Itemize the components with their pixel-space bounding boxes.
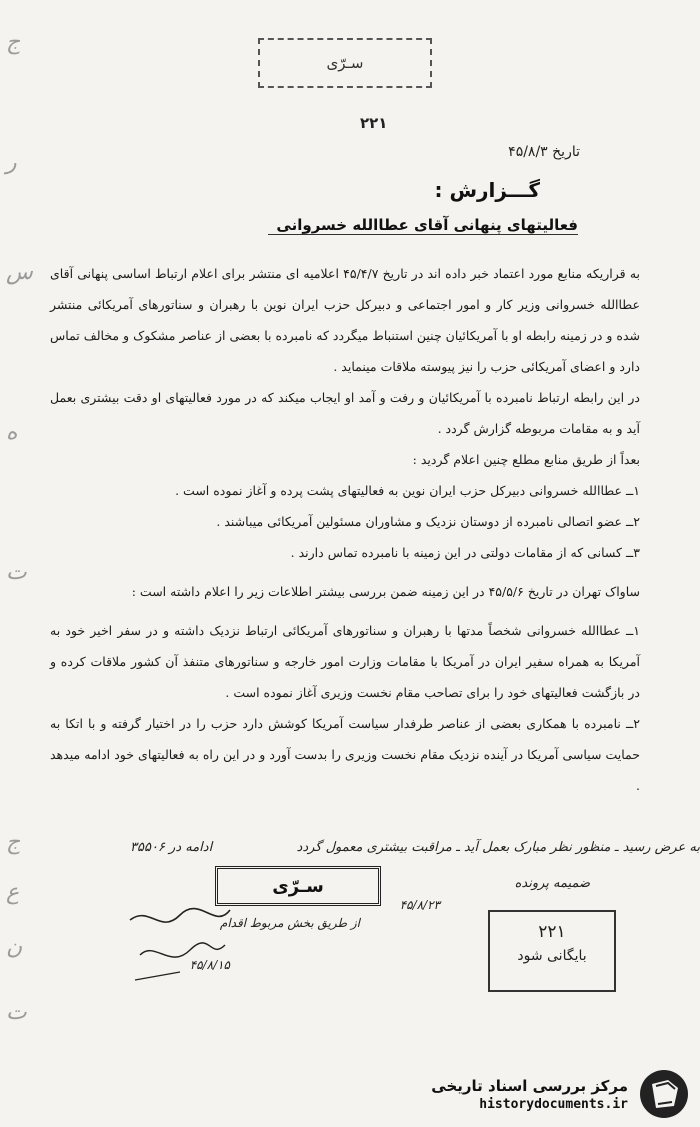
classification-stamp: سـرّی	[215, 866, 381, 906]
handwritten-note: ضمیمه پرونده	[514, 876, 590, 891]
handwritten-note: از طریق بخش مربوط اقدام	[219, 916, 360, 930]
watermark-text	[410, 1077, 628, 1112]
handwritten-date: ۴۵/۸/۲۳	[399, 898, 440, 912]
archive-stamp	[488, 910, 616, 992]
archive-number: ۲۲۱	[538, 922, 566, 942]
paragraph: در این رابطه ارتباط نامبرده با آمریکائیان و رفت و آمد او ایجاب میکند که در مورد فعالیتهای او دقت بیشتری بعمل آید و به مقامات مربوطه گزارش گردد .	[50, 390, 640, 436]
report-body	[50, 258, 640, 801]
report-subject: فعالیتهای پنهانی آقای عطاالله خسروانی	[268, 216, 578, 235]
list-item: ۳ــ کسانی که از مقامات دولتی در این زمینه با نامبرده تماس دارند .	[290, 545, 640, 560]
paragraph: بعداً از طریق منابع مطلع چنین اعلام گردید :	[412, 452, 640, 467]
document-date: تاریخ ۴۵/۸/۳	[508, 144, 580, 160]
paragraph: به قراریکه منابع مورد اعتماد خبر داده اند در تاریخ ۴۵/۴/۷ اعلامیه ای منتشر برای اعلام ارتباط اساسی پنهانی آقای عطاالله خسروانی وزیر کار و امور اجتماعی و دبیرکل حزب ایران نوین با رهبران و سناتورهای آمریکائی منتشر شده و در زمینه رابطه او با آمریکائیان چنین استنباط میگردد که نامبرده با بعضی از عناصر مشکوک و مخالف تماس دارد و اعضای آمریکائی حزب را نیز پیوسته ملاقات مینماید .	[50, 266, 640, 374]
list-item: ۱ــ عطاالله خسروانی دبیرکل حزب ایران نوین به فعالیتهای پشت پرده و آغاز نموده است .	[175, 483, 640, 498]
list-item: ۲ــ نامبرده با همکاری بعضی از عناصر طرفدار سیاست آمریکا کوشش دارد حزب را در اختیار گرفته و با اتکا به حمایت سیاسی آمریکا در آینده نزدیک مقام نخست وزیری را بدست آورد و در این راه به فعالیتهای خود ادامه میدهد .	[50, 716, 640, 793]
signature-scribbles	[120, 900, 240, 990]
watermark-title: مرکز بررسی اسناد تاریخی	[431, 1076, 628, 1095]
handwritten-note: به عرض رسید ـ منظور نظر مبارک بعمل آید ـ مراقبت بیشتری معمول گردد	[296, 840, 700, 855]
watermark-url: historydocuments.ir	[479, 1096, 628, 1112]
list-item: ۱ــ عطاالله خسروانی شخصاً مدتها با رهبران و سناتورهای آمریکائی ارتباط نزدیک داشته و در سفر اخیر خود به آمریکا به همراه سفیر ایران در آمریکا با مقامات وزارت امور خارجه و سناتورهای متنفذ آن کشور ملاقات کرده و در بازگشت فعالیتهای خود را برای تصاحب مقام نخست وزیری آغاز نموده است .	[50, 623, 640, 700]
document-number: ۲۲۱	[360, 114, 388, 132]
report-heading: گـــزارش :	[434, 178, 540, 202]
handwritten-date: ادامه در ۳۵۵۰۶	[130, 840, 213, 855]
watermark	[410, 1068, 690, 1120]
archive-logo-icon	[638, 1068, 690, 1120]
margin-bleed: ج ر س ه ت ج ع ن ت	[6, 30, 33, 1025]
list-item: ۲ــ عضو اتصالی نامبرده از دوستان نزدیک و مشاوران مسئولین آمریکائی میباشند .	[216, 514, 640, 529]
archive-text: بایگانی شود	[517, 948, 587, 964]
paragraph: ساواک تهران در تاریخ ۴۵/۵/۶ در این زمینه ضمن بررسی بیشتر اطلاعات زیر را اعلام داشته است :	[131, 584, 640, 599]
handwritten-date: ۴۵/۸/۱۵	[189, 958, 230, 972]
classification-stamp-top: سـرّی	[258, 38, 432, 88]
